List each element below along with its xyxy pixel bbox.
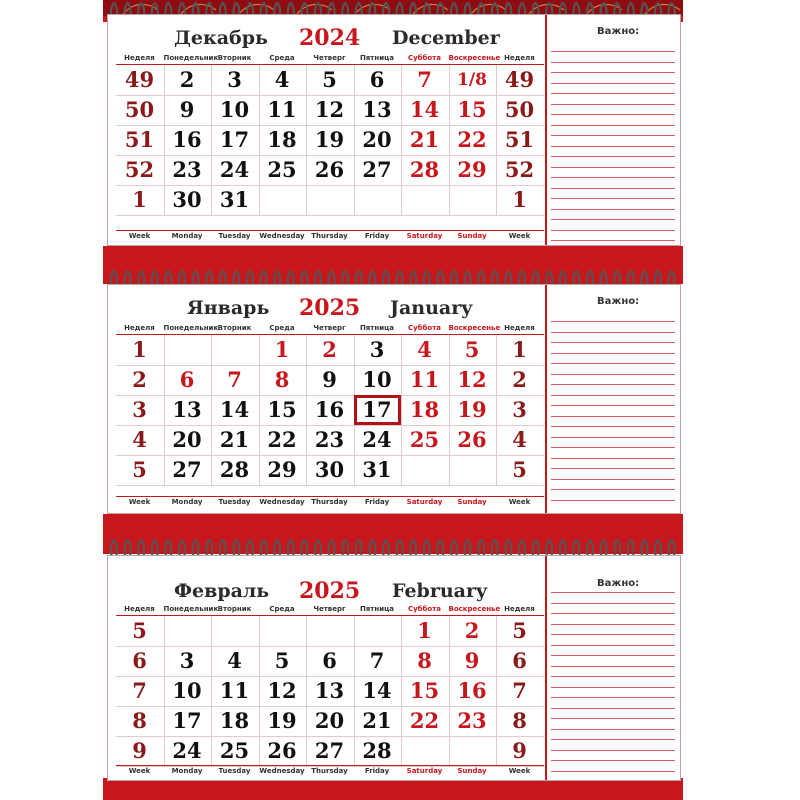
note-line (551, 51, 675, 52)
day-cell[interactable]: 16 (172, 127, 202, 152)
note-line (551, 739, 675, 740)
weekday-footer-8: Week (508, 498, 531, 506)
month-sheet-february (107, 555, 681, 781)
weekday-footer-3: Wednesday (259, 767, 305, 775)
weekday-header-7: Воскресенье (448, 605, 501, 613)
day-cell[interactable]: 30 (172, 187, 202, 212)
day-cell[interactable]: 14 (362, 678, 392, 703)
note-line (551, 468, 675, 469)
day-cell[interactable]: 4 (227, 648, 242, 673)
weekday-header-0: Неделя (124, 54, 155, 62)
day-cell[interactable]: 10 (362, 367, 392, 392)
notes-label: Важно: (597, 578, 640, 589)
month-name-ru: Декабрь (174, 27, 268, 49)
day-cell[interactable]: 9 (464, 648, 480, 673)
weekday-header-1: Понедельник (163, 324, 219, 332)
weekday-header-4: Четверг (313, 605, 346, 613)
month-calendar (108, 285, 547, 513)
day-cell[interactable]: 21 (409, 127, 440, 152)
week-number: 7 (512, 678, 527, 703)
day-cell[interactable]: 1 (417, 618, 432, 643)
note-line (551, 687, 675, 688)
weekday-footer-1: Monday (171, 498, 203, 506)
week-number: 1 (132, 337, 147, 362)
weekday-footer-2: Tuesday (218, 498, 251, 506)
week-number: 52 (504, 157, 535, 182)
day-cell[interactable]: 27 (362, 157, 392, 182)
day-cell[interactable]: 26 (457, 427, 487, 452)
day-cell[interactable]: 3 (179, 648, 195, 673)
day-cell[interactable]: 9 (322, 367, 337, 392)
week-number: 49 (124, 67, 155, 92)
note-line (551, 240, 675, 241)
weekday-header-4: Четверг (313, 324, 346, 332)
weekday-footer-2: Tuesday (218, 232, 251, 240)
week-number: 3 (132, 397, 147, 422)
day-cell[interactable]: 13 (172, 397, 202, 422)
day-cell[interactable]: 13 (314, 678, 345, 703)
day-cell[interactable]: 4 (417, 337, 432, 362)
weekday-footer-3: Wednesday (259, 232, 305, 240)
month-name-en: February (392, 580, 488, 602)
weekday-header-8: Неделя (504, 605, 535, 613)
day-cell[interactable]: 8 (274, 367, 290, 392)
day-cell[interactable]: 21 (362, 708, 392, 733)
day-cell[interactable]: 18 (409, 397, 440, 422)
weekday-header-3: Среда (269, 324, 295, 332)
week-number: 9 (132, 738, 147, 763)
day-cell[interactable]: 12 (457, 367, 487, 392)
week-row (116, 365, 544, 396)
note-line (551, 437, 675, 438)
day-cell[interactable]: 28 (362, 738, 392, 763)
weekday-header-0: Неделя (124, 324, 155, 332)
year: 2025 (299, 295, 361, 321)
note-line (551, 198, 675, 199)
note-line (551, 458, 675, 459)
week-row (116, 395, 544, 426)
month-name-ru: Январь (187, 297, 270, 319)
year: 2024 (299, 25, 361, 51)
week-row (116, 425, 544, 456)
week-number: 1 (512, 187, 527, 212)
day-cell[interactable]: 9 (179, 97, 195, 122)
weekday-header-7: Воскресенье (448, 54, 501, 62)
note-line (551, 167, 675, 168)
weekday-footer-7: Sunday (457, 232, 487, 240)
weekday-footer (116, 765, 544, 777)
day-cell[interactable]: 28 (409, 157, 440, 182)
weekday-header-6: Суббота (407, 605, 442, 613)
week-number: 5 (512, 618, 527, 643)
note-line (551, 321, 675, 322)
weekday-header-3: Среда (269, 605, 295, 613)
month-calendar (108, 15, 547, 245)
weekday-footer-2: Tuesday (218, 767, 251, 775)
day-cell[interactable]: 2 (464, 618, 480, 643)
weekday-footer-7: Sunday (457, 498, 487, 506)
note-line (551, 771, 675, 772)
week-number: 5 (512, 457, 527, 482)
notes-label: Важно: (597, 26, 640, 37)
note-line (551, 374, 675, 375)
week-number: 50 (124, 97, 155, 122)
week-row (116, 335, 544, 366)
weekday-header (116, 604, 544, 616)
day-cell[interactable]: 5 (322, 67, 337, 92)
weekday-header-5: Пятница (359, 54, 395, 62)
week-number: 6 (512, 648, 527, 673)
note-line (551, 219, 675, 220)
weekday-footer-5: Friday (364, 498, 390, 506)
note-line (551, 416, 675, 417)
note-line (551, 135, 675, 136)
notes-area[interactable] (547, 556, 680, 780)
note-line (551, 156, 675, 157)
day-cell[interactable]: 6 (369, 67, 385, 92)
day-cell[interactable]: 7 (417, 67, 432, 92)
day-cell[interactable]: 17 (172, 708, 202, 733)
month-title (108, 578, 545, 604)
note-line (551, 405, 675, 406)
day-cell[interactable]: 22 (409, 708, 440, 733)
month-title (108, 25, 545, 51)
day-cell[interactable]: 31 (219, 187, 250, 212)
day-cell[interactable]: 4 (274, 67, 290, 92)
weekday-header-2: Вторник (217, 54, 252, 62)
note-line (551, 104, 675, 105)
day-cell[interactable]: 5 (464, 337, 480, 362)
day-cell[interactable]: 16 (457, 678, 487, 703)
weekday-header-6: Суббота (407, 54, 442, 62)
day-cell[interactable]: 5 (274, 648, 290, 673)
day-cell[interactable]: 20 (172, 427, 202, 452)
note-line (551, 384, 675, 385)
day-cell[interactable]: 27 (314, 738, 345, 763)
day-cell[interactable]: 23 (314, 427, 345, 452)
weekday-footer-6: Saturday (406, 232, 443, 240)
day-cell[interactable]: 26 (267, 738, 297, 763)
note-line (551, 500, 675, 501)
day-cell[interactable]: 31 (362, 457, 392, 482)
day-cell[interactable]: 15 (457, 97, 487, 122)
weekday-footer-7: Sunday (457, 767, 487, 775)
day-cell[interactable]: 14 (409, 97, 440, 122)
month-name-ru: Февраль (174, 580, 270, 602)
note-line (551, 603, 675, 604)
week-number: 3 (512, 397, 527, 422)
week-row (116, 155, 544, 186)
day-cell[interactable]: 6 (179, 367, 195, 392)
day-cell[interactable]: 8 (417, 648, 432, 673)
day-cell[interactable]: 20 (362, 127, 392, 152)
day-cell[interactable]: 29 (457, 157, 487, 182)
note-line (551, 613, 675, 614)
week-row (116, 95, 544, 126)
month-sheet-december (107, 14, 681, 246)
note-line (551, 729, 675, 730)
note-line (551, 645, 675, 646)
month-name-en: January (390, 297, 473, 319)
day-cell[interactable]: 1 (274, 337, 290, 362)
notes-area[interactable] (547, 15, 680, 245)
weekday-footer-5: Friday (364, 767, 390, 775)
week-number: 4 (512, 427, 527, 452)
note-line (551, 83, 675, 84)
note-line (551, 93, 675, 94)
week-row (116, 616, 544, 647)
day-cell[interactable]: 10 (219, 97, 250, 122)
week-number: 51 (504, 127, 535, 152)
calendar-backing-4 (103, 778, 683, 800)
day-cell[interactable]: 2 (179, 67, 195, 92)
week-number: 7 (132, 678, 147, 703)
weekday-header-5: Пятница (359, 324, 395, 332)
day-cell[interactable]: 3 (227, 67, 242, 92)
day-cell[interactable]: 26 (314, 157, 345, 182)
weekday-header-3: Среда (269, 54, 295, 62)
weekday-header-5: Пятница (359, 605, 395, 613)
week-row (116, 455, 544, 486)
day-cell[interactable]: 19 (457, 397, 487, 422)
week-number: 1 (132, 187, 147, 212)
day-cell[interactable]: 7 (227, 367, 242, 392)
week-row (116, 676, 544, 707)
note-line (551, 479, 675, 480)
month-calendar (108, 556, 547, 780)
note-line (551, 62, 675, 63)
day-cell[interactable]: 28 (219, 457, 250, 482)
month-sheet-january (107, 284, 681, 514)
weekday-header-7: Воскресенье (448, 324, 501, 332)
note-line (551, 666, 675, 667)
weekday-footer-4: Thursday (311, 498, 348, 506)
day-cell[interactable]: 19 (314, 127, 345, 152)
day-cell[interactable]: 24 (362, 427, 392, 452)
weekday-footer-8: Week (508, 232, 531, 240)
note-line (551, 353, 675, 354)
day-cell[interactable]: 16 (314, 397, 345, 422)
weekday-footer-1: Monday (171, 767, 203, 775)
day-cell[interactable]: 22 (457, 127, 487, 152)
week-number: 1 (512, 337, 527, 362)
note-line (551, 760, 675, 761)
week-number: 6 (132, 648, 147, 673)
week-number: 4 (132, 427, 147, 452)
week-number: 5 (132, 618, 147, 643)
month-title (108, 295, 545, 321)
day-cell[interactable]: 27 (172, 457, 202, 482)
note-line (551, 395, 675, 396)
note-line (551, 188, 675, 189)
week-number: 8 (512, 708, 527, 733)
weekday-header-2: Вторник (217, 324, 252, 332)
note-line (551, 342, 675, 343)
day-cell[interactable]: 30 (314, 457, 345, 482)
weekday-footer-4: Thursday (311, 767, 348, 775)
week-row (116, 736, 544, 767)
day-cell[interactable]: 13 (362, 97, 392, 122)
note-line (551, 230, 675, 231)
day-cell[interactable]: 18 (267, 127, 297, 152)
week-number: 9 (512, 738, 527, 763)
weekday-footer-0: Week (128, 498, 151, 506)
day-cell[interactable]: 14 (219, 397, 250, 422)
week-row (116, 706, 544, 737)
day-cell[interactable]: 24 (219, 157, 250, 182)
day-cell[interactable]: 12 (267, 678, 297, 703)
day-cell[interactable]: 11 (267, 97, 297, 122)
week-number: 50 (504, 97, 535, 122)
day-cell[interactable]: 18 (219, 708, 250, 733)
week-row (116, 65, 544, 96)
day-cell[interactable]: 11 (219, 678, 250, 703)
weekday-header-8: Неделя (504, 324, 535, 332)
day-cell[interactable]: 10 (172, 678, 202, 703)
day-cell[interactable]: 21 (219, 427, 250, 452)
note-line (551, 624, 675, 625)
day-cell[interactable]: 25 (409, 427, 440, 452)
year: 2025 (299, 578, 361, 604)
day-cell[interactable]: 6 (322, 648, 337, 673)
day-cell[interactable]: 23 (457, 708, 487, 733)
weekday-header (116, 323, 544, 335)
week-row (116, 185, 544, 216)
weekday-footer-0: Week (128, 232, 151, 240)
day-cell[interactable]: 11 (409, 367, 440, 392)
week-number: 51 (124, 127, 155, 152)
day-cell[interactable]: 3 (369, 337, 385, 362)
weekday-footer (116, 496, 544, 508)
day-cell[interactable]: 22 (267, 427, 297, 452)
day-cell[interactable]: 17 (219, 127, 250, 152)
weekday-header-8: Неделя (504, 54, 535, 62)
note-line (551, 332, 675, 333)
week-row (116, 125, 544, 156)
day-cell[interactable]: 2 (322, 337, 337, 362)
note-line (551, 209, 675, 210)
day-cell[interactable]: 15 (267, 397, 297, 422)
day-cell[interactable]: 17 (354, 395, 401, 425)
weekday-footer-4: Thursday (311, 232, 348, 240)
weekday-footer-0: Week (128, 767, 151, 775)
day-cell[interactable]: 20 (314, 708, 345, 733)
day-cell[interactable]: 23 (172, 157, 202, 182)
note-line (551, 489, 675, 490)
day-cell[interactable]: 12 (314, 97, 345, 122)
month-name-en: December (392, 27, 500, 49)
week-number: 2 (512, 367, 527, 392)
weekday-header (116, 53, 544, 65)
day-cell[interactable]: 19 (267, 708, 297, 733)
note-line (551, 125, 675, 126)
day-cell[interactable]: 24 (172, 738, 202, 763)
note-line (551, 447, 675, 448)
week-number: 52 (124, 157, 155, 182)
weekday-footer-3: Wednesday (259, 498, 305, 506)
weekday-header-0: Неделя (124, 605, 155, 613)
note-line (551, 363, 675, 364)
week-number: 49 (504, 67, 535, 92)
note-line (551, 655, 675, 656)
weekday-header-2: Вторник (217, 605, 252, 613)
weekday-header-1: Понедельник (163, 54, 219, 62)
week-number: 8 (132, 708, 147, 733)
week-row (116, 646, 544, 677)
weekday-footer (116, 230, 544, 242)
weekday-footer-5: Friday (364, 232, 390, 240)
note-line (551, 697, 675, 698)
weekday-header-4: Четверг (313, 54, 346, 62)
week-number: 2 (132, 367, 147, 392)
day-cell[interactable]: 7 (369, 648, 385, 673)
weekday-footer-6: Saturday (406, 498, 443, 506)
weekday-header-1: Понедельник (163, 605, 219, 613)
notes-area[interactable] (547, 285, 680, 513)
day-cell[interactable]: 15 (409, 678, 440, 703)
note-line (551, 177, 675, 178)
day-cell[interactable]: 25 (267, 157, 297, 182)
note-line (551, 114, 675, 115)
note-line (551, 72, 675, 73)
weekday-footer-8: Week (508, 767, 531, 775)
day-cell[interactable]: 1/8 (457, 70, 487, 90)
note-line (551, 426, 675, 427)
note-line (551, 676, 675, 677)
weekday-footer-1: Monday (171, 232, 203, 240)
note-line (551, 146, 675, 147)
week-number: 5 (132, 457, 147, 482)
weekday-footer-6: Saturday (406, 767, 443, 775)
weekday-header-6: Суббота (407, 324, 442, 332)
notes-label: Важно: (597, 296, 640, 307)
note-line (551, 750, 675, 751)
note-line (551, 634, 675, 635)
note-line (551, 718, 675, 719)
day-cell[interactable]: 29 (267, 457, 297, 482)
day-cell[interactable]: 25 (219, 738, 250, 763)
note-line (551, 592, 675, 593)
note-line (551, 708, 675, 709)
